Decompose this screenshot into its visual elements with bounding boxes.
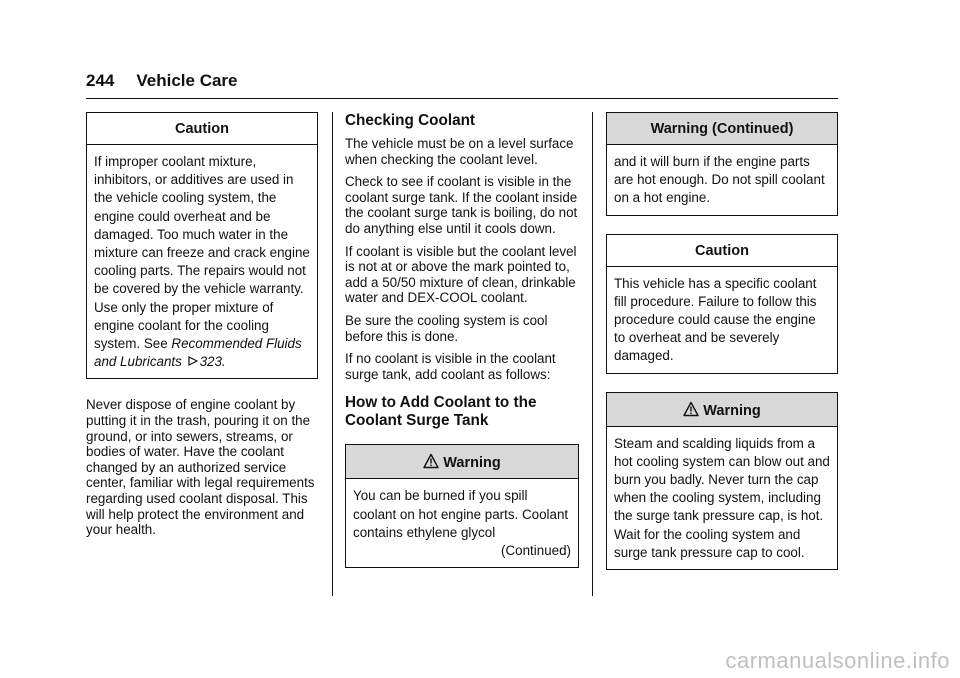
caution-body: This vehicle has a specific coolant fill procedure. Failure to follow this procedure could cause the engine to overheat and be severely damaged. — [614, 275, 817, 364]
page-header — [86, 71, 238, 91]
warning-box — [606, 392, 838, 570]
warning-continued-box — [606, 112, 838, 216]
paragraph: If coolant is visible but the coolant level is not at or above the mark pointed to, add a 50/50 mixture of clean, drinkable water and DEX-COOL coolant. — [345, 243, 577, 306]
paragraph: The vehicle must be on a level surface when checking the coolant level. — [345, 136, 574, 167]
page-number: 244 — [86, 71, 115, 90]
paragraph: Be sure the cooling system is cool before this is done. — [345, 312, 548, 344]
caution-box — [606, 234, 838, 374]
header-rule — [86, 98, 838, 99]
heading-add-coolant: How to Add Coolant to the Coolant Surge Tank — [345, 394, 537, 430]
warning-continued-body: and it will burn if the engine parts are hot enough. Do not spill coolant on a hot engine. — [614, 154, 825, 206]
warning-triangle-icon — [423, 453, 439, 469]
column-2 — [345, 112, 579, 586]
paragraph: Check to see if coolant is visible in the coolant surge tank. If the coolant inside the coolant surge tank is boiling, do not do anything else until it cools down. — [345, 174, 578, 236]
column-divider-right — [592, 112, 593, 596]
paragraph: If no coolant is visible in the coolant surge tank, add coolant as follows: — [345, 351, 556, 382]
page-reference-triangle-icon — [188, 356, 198, 366]
caution-body — [87, 145, 317, 378]
xref-text: Recommended Fluids and Lubricants — [94, 336, 302, 370]
warning-title: Warning — [703, 402, 761, 419]
heading-checking-coolant: Checking Coolant — [345, 112, 476, 129]
xref-page: 323. — [199, 354, 226, 370]
column-1 — [86, 112, 318, 545]
warning-title: Warning — [443, 455, 501, 472]
column-3 — [606, 112, 838, 588]
watermark: carmanualsonline.info — [725, 648, 950, 673]
column-divider-left — [332, 112, 333, 596]
section-title: Vehicle Care — [136, 71, 238, 90]
warning-continued-title: Warning (Continued) — [607, 113, 837, 145]
caution-title: Caution — [607, 235, 837, 267]
caution-text: If improper coolant mixture, inhibitors, or additives are used in the vehicle cooling system, the engine could overheat and be damaged. Too much water in the mixture can freeze and crack engine cooling parts. The repairs would not be covered by the vehicle warranty. Use only the proper mixture of engine coolant for the cooling system. See — [94, 154, 310, 352]
warning-header — [346, 445, 578, 479]
disposal-paragraph: Never dispose of engine coolant by putting it in the trash, pouring it on the ground, or into sewers, streams, or bodies of water. Have the coolant changed by an authorized service center, familiar with legal requirements regarding used coolant disposal. This will help protect the environment and your health. — [86, 397, 315, 538]
warning-text: You can be burned if you spill coolant on hot engine parts. Coolant contains ethylene glycol — [353, 488, 569, 540]
warning-triangle-icon — [683, 401, 699, 417]
warning-header — [607, 393, 837, 427]
warning-body: Steam and scalding liquids from a hot cooling system can blow out and burn you badly. Never turn the cap when the cooling system, including the surge tank pressure cap, is hot. Wait for the cooling system and surge tank pressure cap to cool. — [614, 435, 830, 560]
caution-title: Caution — [87, 113, 317, 145]
continued-label: (Continued) — [501, 542, 571, 558]
caution-box — [86, 112, 318, 379]
warning-box — [345, 444, 579, 568]
warning-body — [346, 479, 578, 567]
